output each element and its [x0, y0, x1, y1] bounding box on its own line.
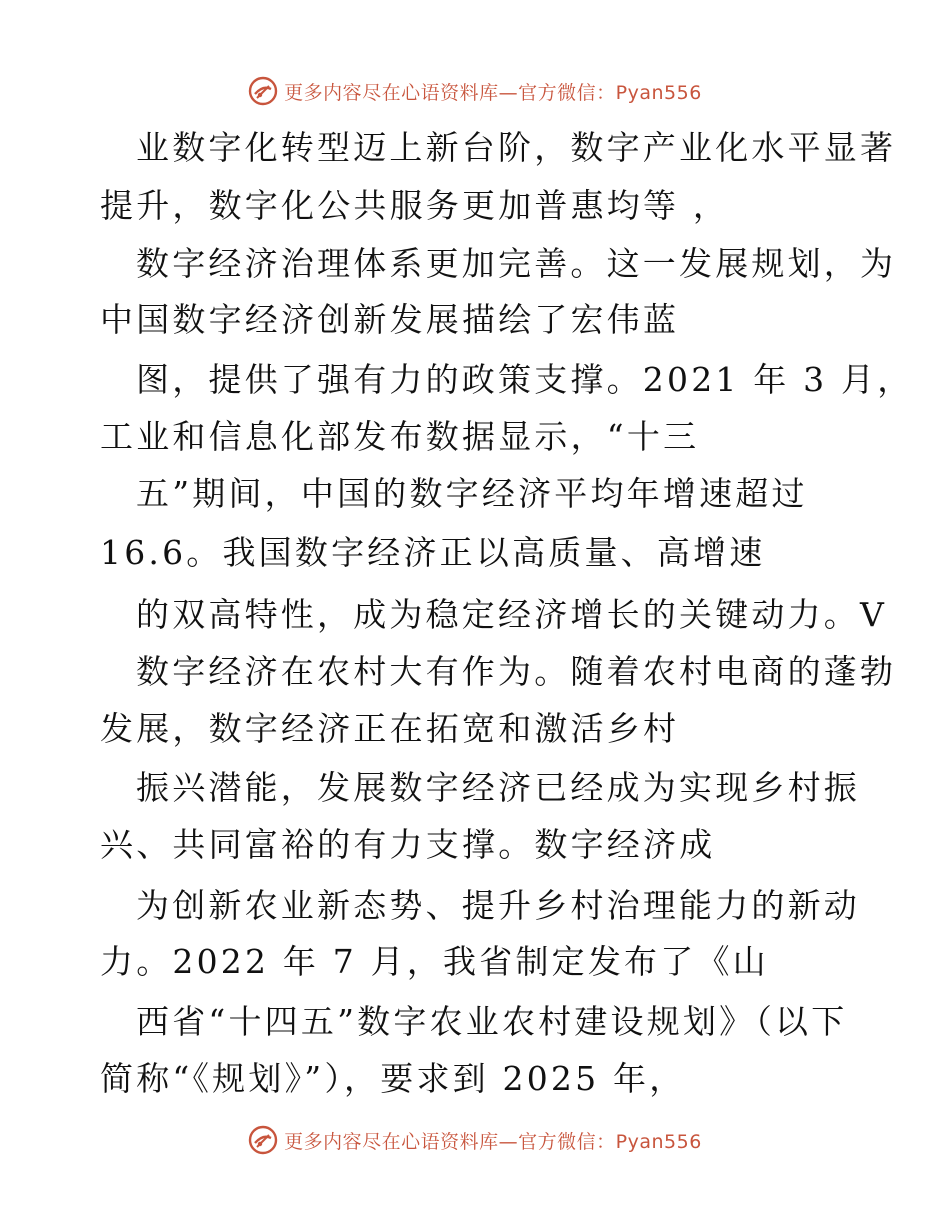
text-line: 业数字化转型迈上新台阶，数字产业化水平显著	[136, 128, 897, 167]
text-line: 16.6。我国数字经济正以高质量、高增速	[100, 533, 766, 572]
text-line: 提升，数字化公共服务更加普惠均等 ，	[100, 186, 730, 225]
text-line: 的双高特性，成为稳定经济增长的关键动力。V	[136, 595, 888, 634]
text-line: 中国数字经济创新发展描绘了宏伟蓝	[100, 300, 680, 339]
watermark-text: 更多内容尽在心语资料库—官方微信：Pyan556	[284, 1130, 702, 1153]
text-line: 简称“《规划》”），要求到 2025 年，	[100, 1059, 686, 1098]
book-logo-icon	[248, 1125, 278, 1155]
footer-watermark	[0, 1120, 950, 1160]
text-line: 力。2022 年 7 月，我省制定发布了《山	[100, 942, 769, 981]
text-line: 为创新农业新态势、提升乡村治理能力的新动	[136, 886, 860, 925]
text-line: 数字经济治理体系更加完善。这一发展规划，为	[136, 244, 897, 283]
text-line: 工业和信息化部发布数据显示，“十三	[100, 417, 700, 456]
text-line: 发展，数字经济正在拓宽和激活乡村	[100, 709, 680, 748]
text-line: 振兴潜能，发展数字经济已经成为实现乡村振	[136, 768, 860, 807]
text-line: 西省“十四五”数字农业农村建设规划》（以下	[136, 1002, 848, 1041]
text-line: 五”期间，中国的数字经济平均年增速超过	[136, 474, 808, 513]
text-line: 图，提供了强有力的政策支撑。2021 年 3 月，	[136, 360, 914, 399]
text-line: 数字经济在农村大有作为。随着农村电商的蓬勃	[136, 652, 897, 691]
text-line: 兴、共同富裕的有力支撑。数字经济成	[100, 825, 716, 864]
watermark-text: 更多内容尽在心语资料库—官方微信：Pyan556	[284, 81, 702, 104]
